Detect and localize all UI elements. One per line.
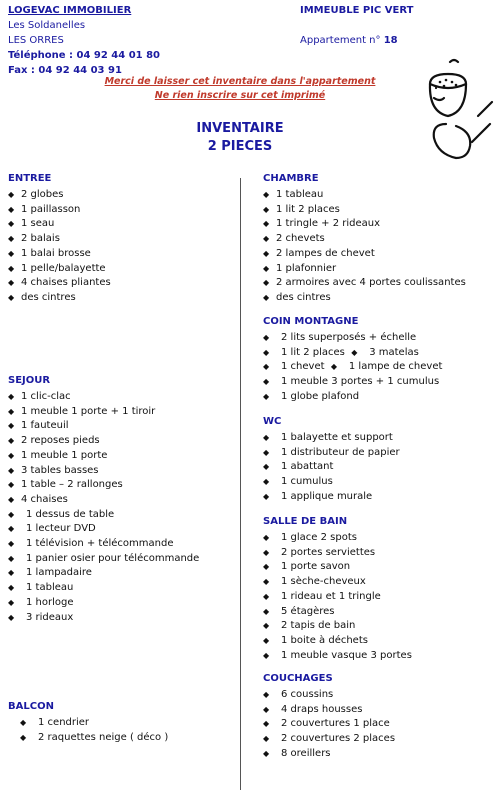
bullet-icon: ◆	[8, 597, 15, 607]
bullet-icon: ◆	[8, 583, 15, 593]
bullet-icon: ◆	[263, 650, 270, 660]
bullet-icon: ◆	[263, 591, 270, 601]
item-list	[263, 688, 395, 762]
list-item: ◆ 2 balais	[8, 232, 111, 247]
section-title: ENTREE	[8, 173, 52, 184]
section-title: COUCHAGES	[263, 673, 333, 684]
list-item: ◆ 1 balayette et support	[263, 431, 400, 446]
bullet-icon: ◆	[263, 577, 270, 587]
section-coin-montagne	[263, 315, 442, 405]
list-item: ◆ 1 porte savon	[263, 560, 412, 575]
list-item: ◆ 1 paillasson	[8, 203, 111, 218]
bullet-icon: ◆	[263, 204, 270, 214]
bullet-icon: ◆	[8, 553, 15, 563]
bullet-icon: ◆	[263, 391, 270, 401]
list-item: ◆ 2 armoires avec 4 portes coulissantes	[263, 276, 466, 291]
section-title: SEJOUR	[8, 375, 51, 386]
bullet-icon: ◆	[263, 562, 270, 572]
bullet-icon: ◆	[263, 606, 270, 616]
list-item: ◆ 2 lampes de chevet	[263, 247, 466, 262]
bullet-icon: ◆	[8, 421, 15, 431]
bullet-icon: ◆	[8, 539, 15, 549]
list-item: ◆ 1 applique murale	[263, 490, 400, 505]
section-salle-de-bain	[263, 515, 412, 663]
bullet-icon: ◆	[8, 278, 15, 288]
section-balcon	[8, 700, 168, 745]
bullet-icon: ◆	[263, 690, 270, 699]
list-item: ◆ 1 meuble 1 porte + 1 tiroir	[8, 405, 199, 420]
bullet-icon: ◆	[263, 362, 270, 372]
list-item: ◆ 8 oreillers	[263, 747, 395, 762]
bullet-icon: ◆	[263, 621, 270, 631]
bullet-icon: ◆	[263, 477, 270, 487]
list-item: ◆ 1 lit 2 places ◆ 3 matelas	[263, 346, 442, 361]
section-title: COIN MONTAGNE	[263, 316, 359, 327]
list-item: ◆ 1 lampadaire	[8, 566, 199, 581]
list-item: ◆ 3 rideaux	[8, 611, 199, 626]
list-item: ◆ 2 couvertures 2 places	[263, 732, 395, 747]
bullet-icon: ◆	[8, 494, 15, 504]
bullet-icon: ◆	[263, 533, 270, 542]
item-list	[263, 431, 400, 505]
apartment-number	[300, 33, 413, 48]
title-line-2: 2 PIECES	[207, 139, 273, 154]
bullet-icon: ◆	[263, 190, 270, 199]
section-title: WC	[263, 416, 282, 427]
list-item: ◆ 1 balai brosse	[8, 247, 111, 262]
section-wc	[263, 415, 400, 505]
bullet-icon: ◆	[263, 219, 270, 229]
list-item: ◆ 2 reposes pieds	[8, 434, 199, 449]
list-item: ◆ 1 distributeur de papier	[263, 446, 400, 461]
section-title: BALCON	[8, 701, 54, 712]
bullet-icon: ◆	[263, 748, 270, 758]
bullet-icon: ◆	[8, 248, 15, 258]
bullet-icon: ◆	[8, 509, 15, 519]
bullet-icon: ◆	[8, 234, 15, 244]
item-list	[263, 531, 412, 663]
bullet-icon: ◆	[8, 190, 15, 199]
section-title: CHAMBRE	[263, 173, 319, 184]
list-item: ◆ 2 portes serviettes	[263, 546, 412, 561]
list-item: ◆ 2 chevets	[263, 232, 466, 247]
section-entree	[8, 172, 111, 306]
bullet-icon: ◆	[8, 204, 15, 214]
list-item: ◆ 1 meuble 1 porte	[8, 449, 199, 464]
bullet-icon: ◆	[8, 465, 15, 475]
bullet-icon: ◆	[263, 719, 270, 729]
item-list	[263, 188, 466, 306]
section-couchages	[263, 672, 395, 762]
list-item: ◆ 1 globe plafond	[263, 390, 442, 405]
item-list	[8, 390, 199, 625]
item-list	[263, 331, 442, 405]
list-item: ◆ 1 abattant	[263, 460, 400, 475]
phone-number: Téléphone : 04 92 44 01 80	[8, 50, 161, 61]
apartment-label: Appartement n°	[300, 35, 381, 46]
notice-line-1: Merci de laisser cet inventaire dans l'appartement	[104, 76, 376, 87]
bullet-icon: ◆	[351, 347, 358, 357]
list-item: ◆ 2 tapis de bain	[263, 619, 412, 634]
property-block	[300, 3, 413, 48]
list-item: ◆ 2 raquettes neige ( déco )	[20, 731, 168, 746]
bullet-icon: ◆	[8, 450, 15, 460]
bullet-icon: ◆	[8, 436, 15, 446]
list-item: ◆ des cintres	[8, 291, 111, 306]
list-item: ◆ 1 tringle + 2 rideaux	[263, 217, 466, 232]
bullet-icon: ◆	[8, 292, 15, 302]
apartment-value: 18	[383, 35, 398, 46]
list-item: ◆ 1 tableau	[8, 581, 199, 596]
notice	[0, 75, 480, 103]
list-item: ◆ 1 fauteuil	[8, 419, 199, 434]
list-item: ◆ 2 couvertures 1 place	[263, 717, 395, 732]
list-item: ◆ 1 plafonnier	[263, 262, 466, 277]
list-item: ◆ 1 cumulus	[263, 475, 400, 490]
list-item: ◆ 2 lits superposés + échelle	[263, 331, 442, 346]
bullet-icon: ◆	[263, 333, 270, 342]
bullet-icon: ◆	[263, 433, 270, 442]
list-item: ◆ 1 dessus de table	[8, 508, 199, 523]
bullet-icon: ◆	[263, 234, 270, 244]
bullet-icon: ◆	[8, 568, 15, 578]
list-item: ◆ 1 rideau et 1 tringle	[263, 590, 412, 605]
section-title: SALLE DE BAIN	[263, 516, 348, 527]
bullet-icon: ◆	[8, 406, 15, 416]
bullet-icon: ◆	[263, 734, 270, 744]
bullet-icon: ◆	[263, 447, 270, 457]
list-item: ◆ 2 globes	[8, 188, 111, 203]
list-item: ◆ 4 chaises	[8, 493, 199, 508]
bullet-icon: ◆	[263, 704, 270, 714]
list-item: ◆ 6 coussins	[263, 688, 395, 703]
bullet-icon: ◆	[263, 292, 270, 302]
column-divider	[240, 178, 241, 790]
item-list	[8, 716, 168, 745]
company-name: LOGEVAC IMMOBILIER	[8, 5, 132, 16]
bullet-icon: ◆	[263, 491, 270, 501]
section-chambre	[263, 172, 466, 306]
bullet-icon: ◆	[8, 480, 15, 490]
page-title	[0, 120, 480, 156]
list-item: ◆ des cintres	[263, 291, 466, 306]
list-item: ◆ 4 draps housses	[263, 703, 395, 718]
bullet-icon: ◆	[330, 362, 338, 372]
list-item: ◆ 1 panier osier pour télécommande	[8, 552, 199, 567]
bullet-icon: ◆	[263, 377, 270, 387]
bullet-icon: ◆	[263, 547, 270, 557]
list-item: ◆ 1 lit 2 places	[263, 203, 466, 218]
building-name: IMMEUBLE PIC VERT	[300, 5, 414, 16]
bullet-icon: ◆	[20, 718, 27, 727]
list-item: ◆ 1 meuble vasque 3 portes	[263, 649, 412, 664]
list-item: ◆ 1 sèche-cheveux	[263, 575, 412, 590]
bullet-icon: ◆	[8, 263, 15, 273]
section-sejour	[8, 374, 199, 625]
list-item: ◆ 1 chevet ◆ 1 lampe de chevet	[263, 360, 442, 375]
item-list	[8, 188, 111, 306]
list-item: ◆ 5 étagères	[263, 605, 412, 620]
list-item: ◆ 1 horloge	[8, 596, 199, 611]
bullet-icon: ◆	[263, 462, 270, 472]
bullet-icon: ◆	[263, 635, 270, 645]
bullet-icon: ◆	[20, 732, 27, 742]
list-item: ◆ 1 table – 2 rallonges	[8, 478, 199, 493]
bullet-icon: ◆	[263, 278, 270, 288]
fax-number: Fax : 04 92 44 03 91	[8, 65, 122, 76]
bullet-icon: ◆	[8, 219, 15, 229]
bullet-icon: ◆	[263, 248, 270, 258]
address-line-1: Les Soldanelles	[8, 20, 86, 31]
bullet-icon: ◆	[263, 263, 270, 273]
bullet-icon: ◆	[8, 392, 15, 401]
list-item: ◆ 1 télévision + télécommande	[8, 537, 199, 552]
list-item: ◆ 1 clic-clac	[8, 390, 199, 405]
list-item: ◆ 1 tableau	[263, 188, 466, 203]
list-item: ◆ 1 cendrier	[20, 716, 168, 731]
bullet-icon: ◆	[263, 347, 270, 357]
bullet-icon: ◆	[8, 612, 15, 622]
title-line-1: INVENTAIRE	[196, 121, 284, 136]
list-item: ◆ 3 tables basses	[8, 464, 199, 479]
notice-line-2: Ne rien inscrire sur cet imprimé	[154, 90, 326, 101]
list-item: ◆ 1 lecteur DVD	[8, 522, 199, 537]
list-item: ◆ 1 glace 2 spots	[263, 531, 412, 546]
list-item: ◆ 1 boite à déchets	[263, 634, 412, 649]
list-item: ◆ 1 seau	[8, 217, 111, 232]
bullet-icon: ◆	[8, 524, 15, 534]
kitchen-bowl-whisk-icon	[426, 58, 494, 162]
list-item: ◆ 1 pelle/balayette	[8, 262, 111, 277]
list-item: ◆ 4 chaises pliantes	[8, 276, 111, 291]
list-item: ◆ 1 meuble 3 portes + 1 cumulus	[263, 375, 442, 390]
address-line-2: LES ORRES	[8, 35, 64, 46]
agency-contact-block	[8, 3, 160, 78]
